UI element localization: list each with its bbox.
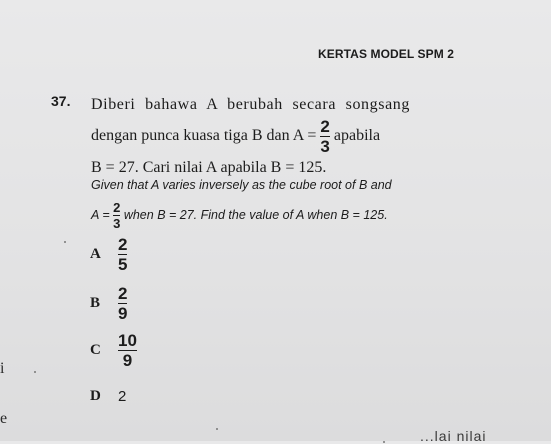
speck bbox=[383, 441, 385, 443]
malay-line-2: dengan punca kuasa tiga B dan A = $\frac{2}{3}$ apabila bbox=[91, 117, 381, 156]
margin-mark: i bbox=[0, 360, 5, 377]
page-header: KERTAS MODEL SPM 2 bbox=[318, 47, 455, 61]
english-fraction: $\frac{2}{3}$ bbox=[113, 200, 121, 232]
option-letter: A bbox=[90, 245, 101, 262]
malay-line-1: Diberi bahawa A berubah secara songsang bbox=[91, 96, 410, 113]
english-line-2: A = $\frac{2}{3}$ when B = 27. Find the value of A when B = 125. bbox=[91, 200, 388, 232]
speck bbox=[64, 241, 66, 243]
speck bbox=[216, 428, 218, 430]
question-number: 37. bbox=[51, 93, 71, 109]
option-fraction: $\frac{2}{5}$ bbox=[118, 234, 128, 274]
option-a[interactable] bbox=[90, 232, 127, 276]
malay-line-3: B = 27. Cari nilai A apabila B = 125. bbox=[91, 159, 327, 176]
english-line-1: Given that A varies inversely as the cube root of B and bbox=[91, 178, 392, 192]
bottom-partial-text: ...lai nilai bbox=[420, 428, 487, 444]
option-b[interactable] bbox=[90, 281, 127, 325]
malay-fraction: $\frac{2}{3}$ bbox=[320, 117, 330, 156]
question-text-english bbox=[91, 170, 491, 230]
option-fraction: $\frac{2}{9}$ bbox=[118, 283, 128, 323]
option-c[interactable] bbox=[90, 328, 137, 372]
speck bbox=[34, 371, 36, 373]
option-fraction: $\frac{10}{9}$ bbox=[118, 330, 137, 370]
option-value: 2 bbox=[118, 387, 127, 405]
option-d[interactable] bbox=[90, 374, 126, 418]
option-letter: C bbox=[90, 341, 101, 358]
question-text-malay bbox=[91, 92, 481, 181]
option-letter: D bbox=[90, 387, 101, 404]
option-letter: B bbox=[90, 294, 101, 311]
margin-mark: e bbox=[0, 410, 8, 427]
